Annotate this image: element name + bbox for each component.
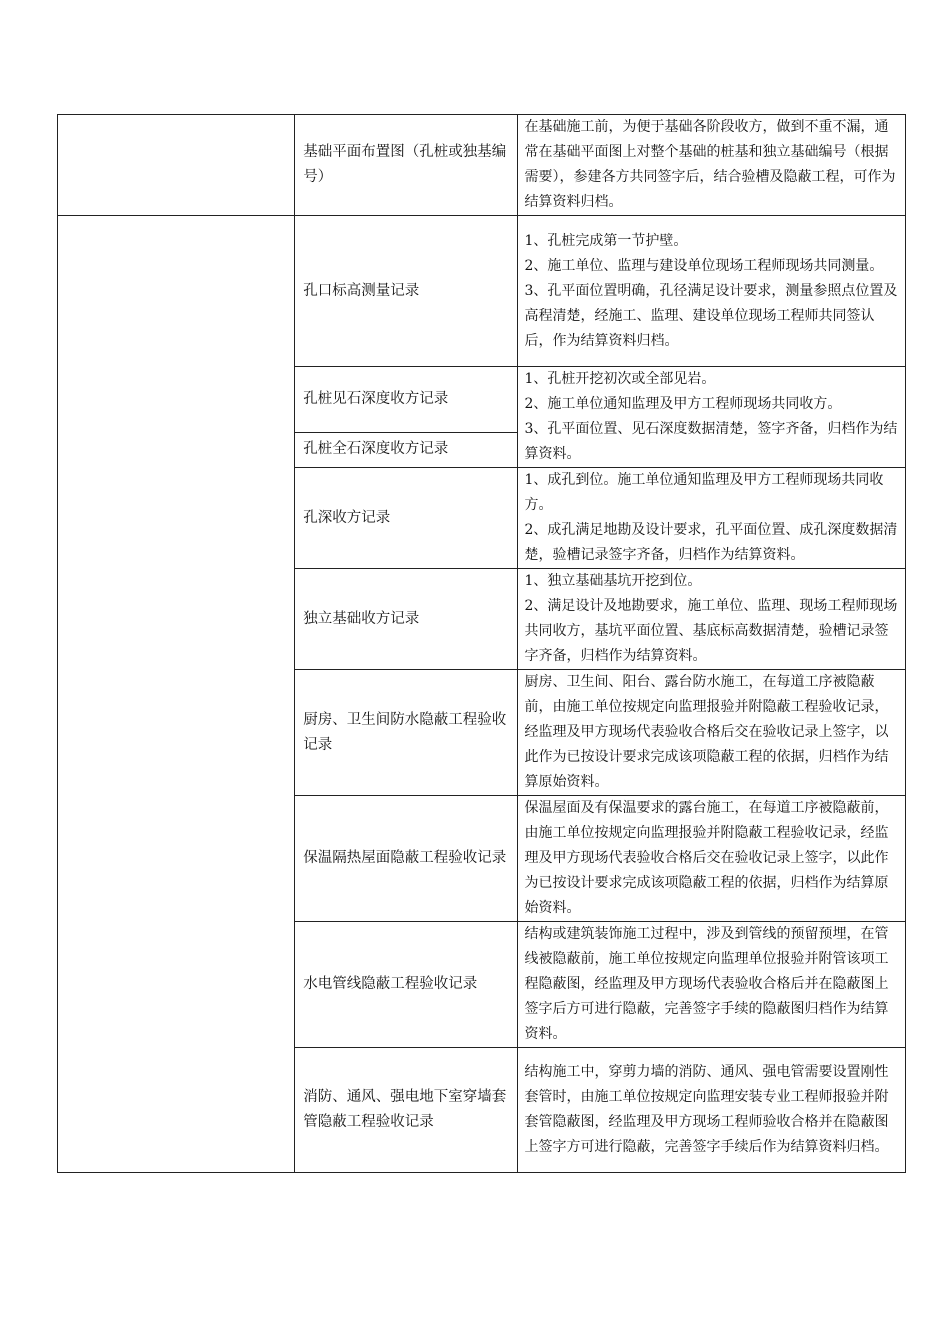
- record-description: [517, 796, 905, 922]
- record-description: [517, 115, 905, 216]
- description-text: 在基础施工前，为便于基础各阶段收方，做到不重不漏，通常在基础平面图上对整个基础的桩基和独立基础编号（根据需要），参建各方共同签字后，结合验槽及隐蔽工程，可作为结算资料归档。: [524, 119, 896, 210]
- record-description: [517, 1048, 905, 1173]
- description-text: 3、孔平面位置明确，孔径满足设计要求，测量参照点位置及高程清楚，经施工、监理、建设单位现场工程师共同签认后，作为结算资料归档。: [524, 282, 898, 349]
- description-text: 1、成孔到位。施工单位通知监理及甲方工程师现场共同收方。: [524, 472, 884, 513]
- record-name: 消防、通风、强电地下室穿墙套管隐蔽工程验收记录: [295, 1048, 517, 1173]
- record-description: [517, 468, 905, 569]
- record-name: 保温隔热屋面隐蔽工程验收记录: [295, 796, 517, 922]
- record-description: [517, 367, 905, 468]
- record-description: [517, 569, 905, 670]
- category-cell: [58, 115, 295, 216]
- record-name: 厨房、卫生间防水隐蔽工程验收记录: [295, 670, 517, 796]
- record-description: [517, 922, 905, 1048]
- description-text: 2、满足设计及地勘要求，施工单位、监理、现场工程师现场共同收方，基坑平面位置、基底标高数据清楚，验槽记录签字齐备，归档作为结算资料。: [524, 598, 898, 664]
- description-text: 1、孔桩开挖初次或全部见岩。: [524, 371, 716, 387]
- record-name: 孔桩见石深度收方记录: [295, 367, 517, 433]
- description-text: 2、成孔满足地勘及设计要求，孔平面位置、成孔深度数据清楚，验槽记录签字齐备，归档作为结算资料。: [524, 522, 898, 563]
- table-row: [58, 115, 906, 216]
- table-row: [58, 216, 906, 367]
- description-text: 厨房、卫生间、阳台、露台防水施工，在每道工序被隐蔽前，由施工单位按规定向监理报验并附隐蔽工程验收记录，经监理及甲方现场代表验收合格后交在验收记录上签字，以此作为已按设计要求完成该项隐蔽工程的依据，归档作为结算原始资料。: [524, 674, 889, 790]
- record-description: [517, 670, 905, 796]
- record-name: 独立基础收方记录: [295, 569, 517, 670]
- record-name: 基础平面布置图（孔桩或独基编号）: [295, 115, 517, 216]
- record-name: 孔深收方记录: [295, 468, 517, 569]
- record-name: 孔口标高测量记录: [295, 216, 517, 367]
- description-text: 1、孔桩完成第一节护壁。: [524, 232, 688, 249]
- record-name: 水电管线隐蔽工程验收记录: [295, 922, 517, 1048]
- record-name: 孔桩全石深度收方记录: [295, 432, 517, 467]
- description-text: 3、孔平面位置、见石深度数据清楚，签字齐备，归档作为结算资料。: [524, 421, 898, 462]
- description-text: 结构或建筑装饰施工过程中，涉及到管线的预留预埋，在管线被隐蔽前，施工单位按规定向监理单位报验并附管该项工程隐蔽图，经监理及甲方现场代表验收合格后并在隐蔽图上签字后方可进行隐蔽，完善签字手续的隐蔽图归档作为结算资料。: [524, 926, 889, 1042]
- description-text: 2、施工单位通知监理及甲方工程师现场共同收方。: [524, 396, 842, 412]
- category-cell: [58, 216, 295, 1173]
- records-table: [57, 114, 906, 1173]
- description-text: 1、独立基础基坑开挖到位。: [524, 573, 702, 589]
- record-description: [517, 216, 905, 367]
- description-text: 结构施工中，穿剪力墙的消防、通风、强电管需要设置刚性套管时，由施工单位按规定向监理安装专业工程师报验并附套管隐蔽图，经监理及甲方现场工程师验收合格并在隐蔽图上签字方可进行隐蔽，完善签字手续后作为结算资料归档。: [524, 1064, 889, 1155]
- description-text: 保温屋面及有保温要求的露台施工，在每道工序被隐蔽前，由施工单位按规定向监理报验并附隐蔽工程验收记录，经监理及甲方现场代表验收合格后交在验收记录上签字，以此作为已按设计要求完成该项隐蔽工程的依据，归档作为结算原始资料。: [524, 800, 889, 916]
- description-text: 2、施工单位、监理与建设单位现场工程师现场共同测量。: [524, 257, 884, 274]
